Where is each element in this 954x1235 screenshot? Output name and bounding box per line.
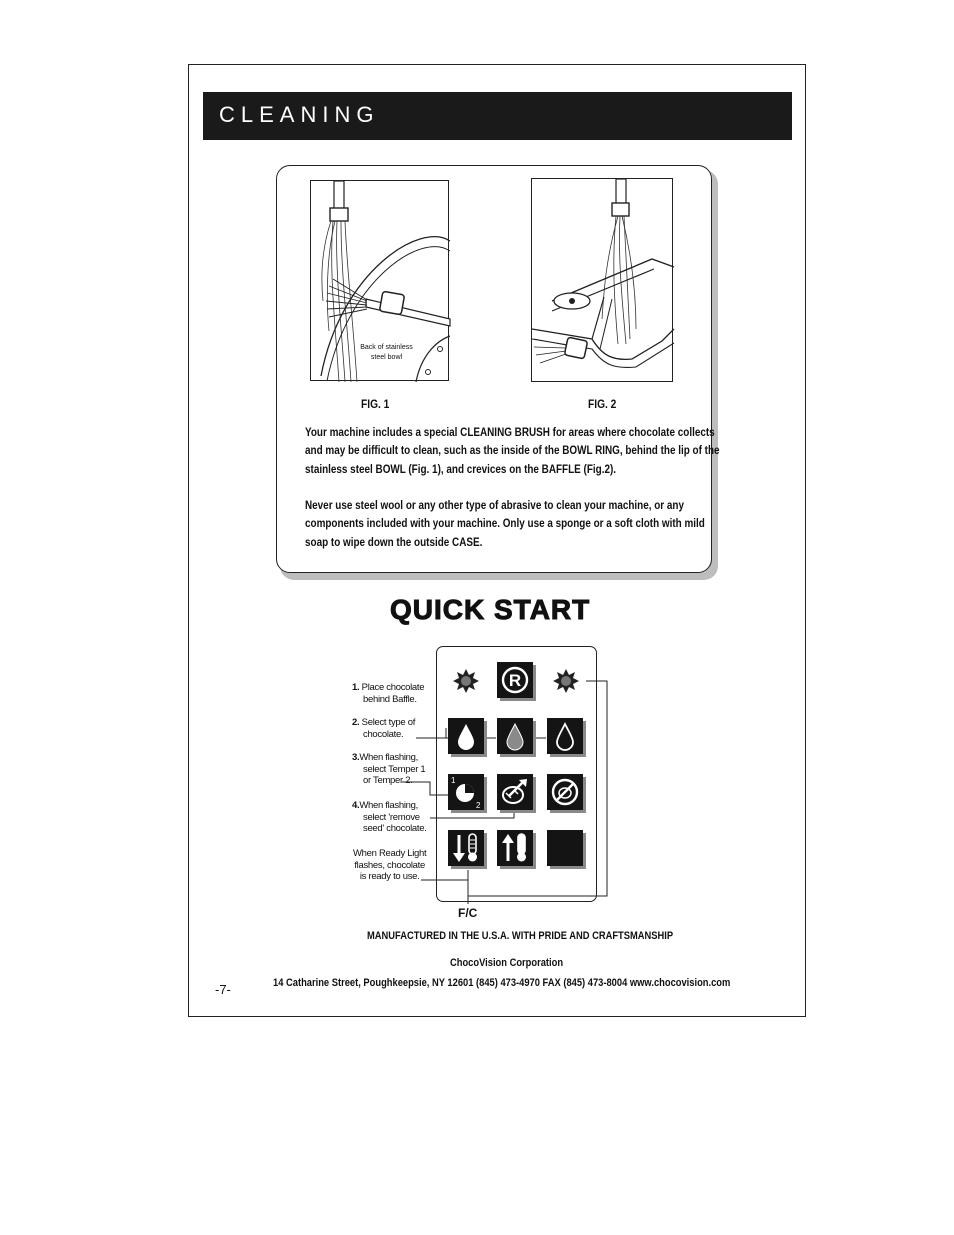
step-text: select 'remove	[363, 811, 420, 823]
no-seed-glyph	[547, 774, 583, 810]
step-text: When flashing,	[359, 800, 418, 811]
paragraph-1-line: and may be difficult to clean, such as the inside of the BOWL RING, behind the lip of the	[305, 443, 720, 458]
remove-seed-icon[interactable]	[497, 774, 533, 810]
temperature-down-icon[interactable]	[448, 830, 484, 866]
step-number: 1.	[352, 682, 360, 693]
quick-start-title: QUICK START	[390, 594, 591, 625]
step-text: flashes, chocolate	[354, 859, 425, 871]
step-text: Select type of	[361, 717, 416, 728]
step-text: When flashing,	[359, 752, 418, 763]
paragraph-2-line: Never use steel wool or any other type of abrasive to clean your machine, or any	[305, 498, 685, 512]
thermometer-down-glyph	[448, 830, 484, 866]
paragraph-2-line: components included with your machine. Only use a sponge or a soft cloth with mild	[305, 516, 705, 531]
step-number: 2.	[352, 717, 360, 728]
step-text: Place chocolate	[361, 682, 425, 693]
thermometer-up-glyph	[497, 830, 533, 866]
milk-chocolate-drop-icon[interactable]	[497, 718, 533, 754]
step-text: behind Baffle.	[363, 693, 417, 705]
dark-chocolate-drop-icon[interactable]	[448, 718, 484, 754]
page-number: -7-	[215, 982, 231, 997]
paragraph-2-line: soap to wipe down the outside CASE.	[305, 534, 483, 549]
moon-icon[interactable]	[547, 830, 583, 866]
fc-label: F/C	[458, 906, 478, 920]
figure-2-caption: FIG. 2	[588, 397, 617, 411]
white-chocolate-drop-icon[interactable]	[547, 718, 583, 754]
inner-label-line-1: Back of stainless	[360, 344, 413, 351]
temper-number-2: 2	[476, 801, 481, 810]
step-number: 3.	[352, 752, 360, 763]
drop-glyph	[547, 718, 583, 754]
temperature-up-icon[interactable]	[497, 830, 533, 866]
temper-1-2-icon[interactable]	[448, 774, 484, 810]
step-text: is ready to use.	[359, 871, 420, 882]
step-text: seed' chocolate.	[363, 823, 427, 834]
remove-seed-glyph	[497, 774, 533, 810]
step-number: 4.	[352, 800, 360, 811]
step-text: chocolate.	[363, 728, 404, 740]
made-in-usa-text: MANUFACTURED IN THE U.S.A. WITH PRIDE AND CRAFTSMANSHIP	[367, 930, 674, 942]
company-address: 14 Catharine Street, Poughkeepsie, NY 12601 (845) 473-4970 FAX (845) 473-8004 www.chocovision.com	[273, 977, 731, 989]
no-seed-icon[interactable]	[547, 774, 583, 810]
drop-glyph	[448, 718, 484, 754]
inner-label-line-2: steel bowl	[370, 354, 403, 361]
company-name: ChocoVision Corporation	[450, 957, 564, 969]
figure-1-caption: FIG. 1	[361, 397, 390, 411]
section-title: CLEANING	[219, 102, 380, 127]
step-text: When Ready Light	[353, 848, 427, 859]
step-text: select Temper 1	[363, 763, 426, 775]
svg-text:R: R	[508, 671, 522, 690]
drop-glyph	[497, 718, 533, 754]
step-text: or Temper 2.	[363, 775, 413, 786]
moon-glyph	[547, 830, 583, 866]
paragraph-1-line: Your machine includes a special CLEANING BRUSH for areas where chocolate collects	[305, 425, 715, 439]
temper-number-1: 1	[451, 776, 456, 785]
paragraph-1-line: stainless steel BOWL (Fig. 1), and crevices on the BAFFLE (Fig.2).	[305, 461, 617, 476]
temper-glyph	[448, 774, 484, 810]
